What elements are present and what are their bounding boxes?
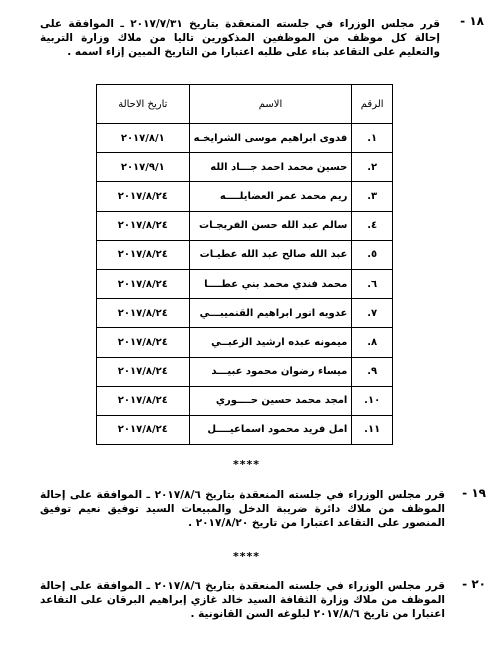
row-name: عدويه انور ابراهيم القنميبـــي [189, 299, 352, 328]
row-date: ٢٠١٧/٨/٢٤ [97, 240, 190, 269]
header-number: الرقم [352, 85, 393, 124]
row-number: ٢. [352, 153, 393, 182]
row-name: سالم عبد الله حسن الفريجـات [189, 211, 352, 240]
row-number: ١٠. [352, 386, 393, 415]
row-number: ٥. [352, 240, 393, 269]
row-number: ٨. [352, 328, 393, 357]
table-row [97, 211, 393, 240]
table-row [97, 124, 393, 153]
row-number: ١. [352, 124, 393, 153]
row-date: ٢٠١٧/٨/٢٤ [97, 182, 190, 211]
row-number: ٩. [352, 357, 393, 386]
row-number: ٣. [352, 182, 393, 211]
decision-paragraph: قرر مجلس الوزراء في جلسته المنعقدة بتاريخ ٢٠١٧/٧/٣١ ـ الموافقة على إحالة كل موظف من الموظفين المذكورين تاليا من ملاك وزارة التربية والتعليم على التقاعد بناء على طلبه اعتبارا من التاريخ المبين إزاء اسمه . [40, 18, 440, 58]
row-name: عبد الله صالح عبد الله عطيـات [189, 240, 352, 269]
table-row [97, 299, 393, 328]
row-name: ميساء رضوان محمود عبيـــد [189, 357, 352, 386]
table-row [97, 357, 393, 386]
row-date: ٢٠١٧/٨/٢٤ [97, 269, 190, 298]
row-number: ٤. [352, 211, 393, 240]
row-name: امل فريد محمود اسماعيــــل [189, 415, 352, 444]
row-date: ٢٠١٧/٨/٢٤ [97, 415, 190, 444]
row-date: ٢٠١٧/٨/١ [97, 124, 190, 153]
row-date: ٢٠١٧/٨/٢٤ [97, 357, 190, 386]
row-name: امجد محمد حسين حــــوري [189, 386, 352, 415]
table-row [97, 386, 393, 415]
table-header-row [97, 85, 393, 124]
item-number: ١٩ - [462, 486, 486, 500]
table-row [97, 269, 393, 298]
row-number: ٧. [352, 299, 393, 328]
decision-paragraph: قرر مجلس الوزراء في جلسته المنعقدة بتاريخ ٢٠١٧/٨/٦ ـ الموافقة على إحالة الموظف من ملاك دائرة ضريبة الدخل والمبيعات السيد توفيق نعيم توفيق المنصور على التقاعد اعتبارا من تاريخ ٢٠١٧/٨/٢٠ . [40, 489, 446, 529]
table-row [97, 415, 393, 444]
section-separator: **** [232, 458, 260, 471]
row-number: ١١. [352, 415, 393, 444]
header-date: تاريخ الاحالة [97, 85, 190, 124]
header-name: الاسم [189, 85, 352, 124]
table-row [97, 182, 393, 211]
row-date: ٢٠١٧/٨/٢٤ [97, 211, 190, 240]
row-number: ٦. [352, 269, 393, 298]
table-row [97, 328, 393, 357]
row-name: ريم محمد عمر العضايلــــه [189, 182, 352, 211]
table-row [97, 240, 393, 269]
item-number: ١٨ - [460, 14, 484, 28]
row-name: محمد فندي محمد بني عطــــا [189, 269, 352, 298]
item-number: ٢٠ - [462, 577, 486, 591]
section-separator: **** [232, 550, 260, 563]
row-name: حسين محمد احمد جـــاد الله [189, 153, 352, 182]
table-row [97, 153, 393, 182]
row-date: ٢٠١٧/٨/٢٤ [97, 328, 190, 357]
row-date: ٢٠١٧/٩/١ [97, 153, 190, 182]
row-date: ٢٠١٧/٨/٢٤ [97, 386, 190, 415]
decision-paragraph: قرر مجلس الوزراء في جلسته المنعقدة بتاريخ ٢٠١٧/٨/٦ ـ الموافقة على إحالة الموظف من ملاك وزارة الثقافة السيد خالد غازي إبراهيم البرقان على التقاعد اعتبارا من تاريخ ٢٠١٧/٨/٦ لبلوغه السن القانونية . [40, 580, 446, 620]
row-date: ٢٠١٧/٨/٢٤ [97, 299, 190, 328]
row-name: فدوى ابراهيم موسى الشرايخـه [189, 124, 352, 153]
retirees-table [96, 84, 393, 445]
row-name: ميمونه عبده ارشيد الزعبــي [189, 328, 352, 357]
